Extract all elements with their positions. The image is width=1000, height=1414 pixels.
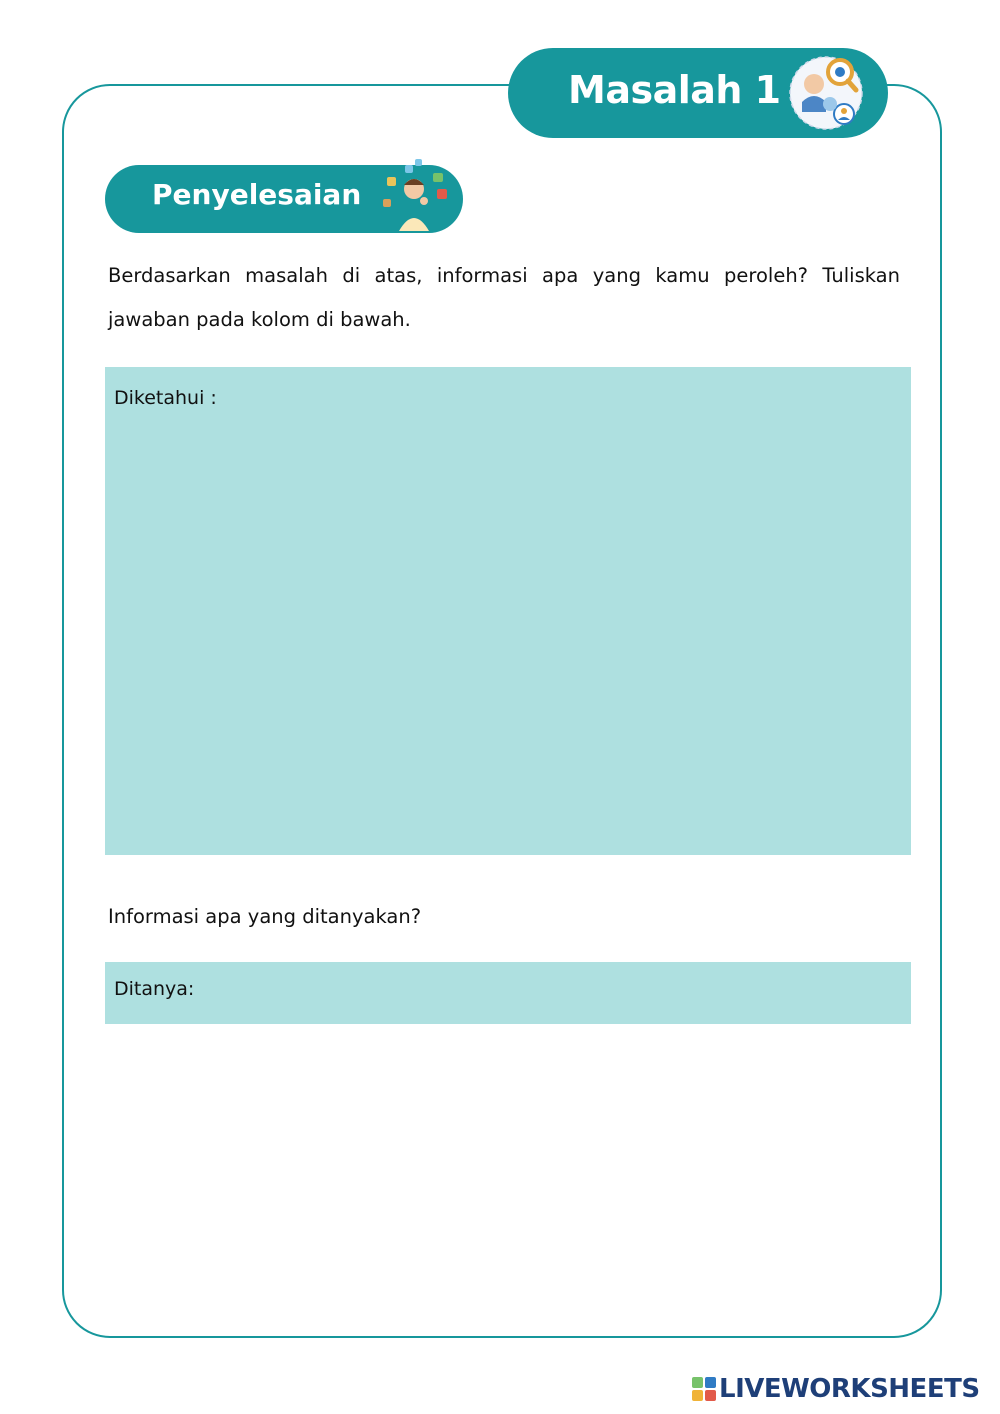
known-answer-box — [105, 367, 911, 855]
question-text: Informasi apa yang ditanyakan? — [108, 905, 422, 928]
asked-answer-box — [105, 962, 911, 1024]
title-banner — [508, 48, 888, 138]
known-label: Diketahui : — [114, 387, 217, 409]
thinking-boy-puzzle-icon — [379, 159, 459, 233]
known-answer-input[interactable] — [113, 419, 903, 847]
section-banner — [105, 165, 463, 233]
brand-logo-icon — [692, 1377, 716, 1401]
page-title: Masalah 1 — [568, 68, 781, 112]
people-search-icon — [784, 52, 868, 134]
asked-label: Ditanya: — [114, 978, 195, 1000]
footer-brand[interactable] — [692, 1372, 980, 1406]
section-title: Penyelesaian — [152, 178, 362, 211]
brand-name: LIVEWORKSHEETS — [719, 1374, 980, 1404]
asked-answer-input[interactable] — [205, 970, 903, 1016]
instruction-text: Berdasarkan masalah di atas, informasi apa yang kamu peroleh? Tuliskan jawaban pada kolom di bawah. — [108, 264, 900, 331]
